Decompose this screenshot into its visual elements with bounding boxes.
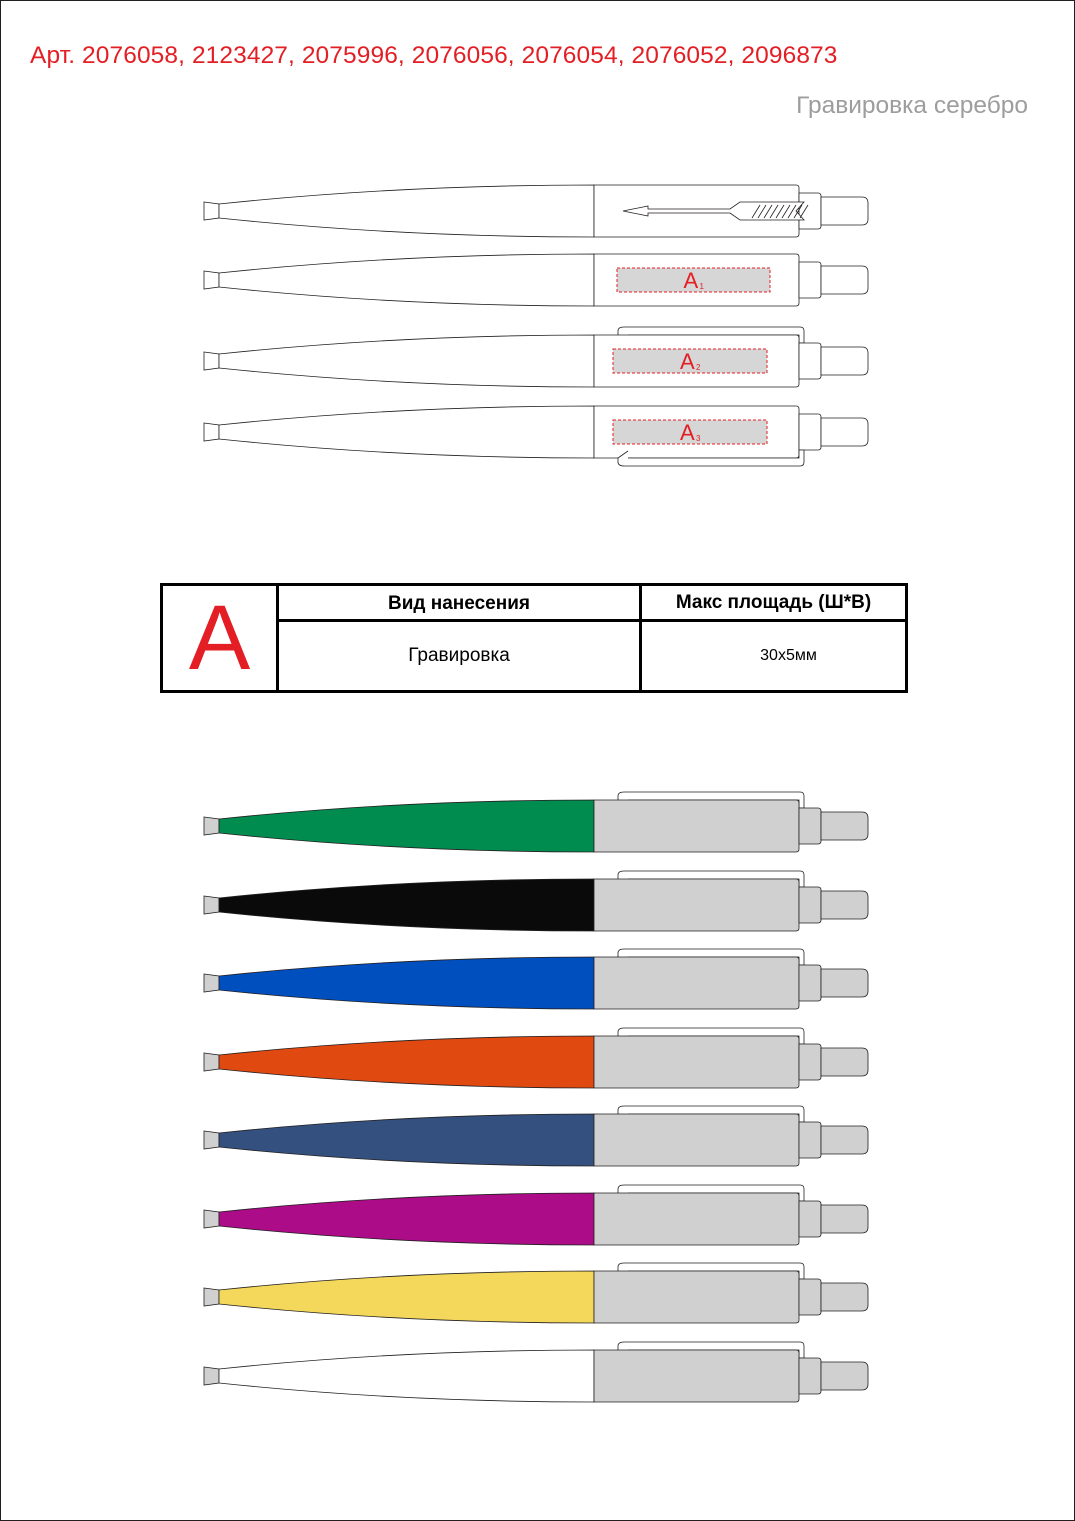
- pen-variant-green: [204, 792, 868, 852]
- pen-ring: [799, 1044, 821, 1080]
- pen-body: [219, 957, 594, 1009]
- pen-button: [821, 266, 868, 294]
- pen-button: [821, 891, 868, 919]
- color-variants: [204, 792, 868, 1402]
- pen-barrel: [594, 1114, 799, 1166]
- pen-body: [219, 879, 594, 931]
- pen-tip: [204, 1210, 219, 1228]
- pen-body: [219, 1271, 594, 1323]
- max-area-header: Макс площадь (Ш*В): [642, 586, 905, 622]
- pen-body: [219, 185, 594, 237]
- pen-barrel: [594, 800, 799, 852]
- pen-tip: [204, 1288, 219, 1306]
- pen-tip: [204, 1367, 219, 1385]
- engraving-area-index: 3: [696, 434, 701, 443]
- pen-ring: [799, 343, 821, 379]
- outline-views: [204, 185, 868, 466]
- pen-barrel: [594, 1350, 799, 1402]
- pen-outline-2: [204, 254, 868, 306]
- method-value: Гравировка: [279, 622, 642, 690]
- pen-button: [821, 1126, 868, 1154]
- pen-outline-1: [204, 185, 868, 237]
- pen-button: [821, 418, 868, 446]
- pen-variant-black: [204, 871, 868, 931]
- pen-body: [219, 254, 594, 306]
- pen-body: [219, 1114, 594, 1166]
- pen-variant-white: [204, 1342, 868, 1402]
- pen-variant-orange: [204, 1028, 868, 1088]
- pen-button: [821, 1283, 868, 1311]
- pen-button: [821, 812, 868, 840]
- pen-barrel: [594, 879, 799, 931]
- pen-button: [821, 1205, 868, 1233]
- pen-tip: [204, 1053, 219, 1071]
- pen-variant-yellow: [204, 1263, 868, 1323]
- pen-ring: [799, 1122, 821, 1158]
- pen-body: [219, 1036, 594, 1088]
- pen-ring: [799, 193, 821, 229]
- pen-barrel: [594, 1036, 799, 1088]
- engraving-area-index: 2: [696, 363, 701, 372]
- engraving-area-index: 1: [699, 282, 704, 291]
- pen-ring: [799, 965, 821, 1001]
- pen-variant-navy: [204, 1106, 868, 1166]
- pen-ring: [799, 262, 821, 298]
- engraving-area-label: A: [683, 268, 699, 293]
- pen-body: [219, 335, 594, 387]
- pen-barrel: [594, 1193, 799, 1245]
- pen-ring: [799, 1201, 821, 1237]
- pen-button: [821, 969, 868, 997]
- pen-ring: [799, 414, 821, 450]
- pen-tip: [204, 352, 219, 370]
- article-numbers: Арт. 2076058, 2123427, 2075996, 2076056, 2076054, 2076052, 2096873: [30, 42, 838, 69]
- pen-barrel: [594, 1271, 799, 1323]
- pen-tip: [204, 817, 219, 835]
- pen-ring: [799, 1279, 821, 1315]
- max-area-value: 30х5мм: [760, 647, 817, 664]
- print-specs-table: [160, 583, 908, 693]
- pen-body: [219, 1193, 594, 1245]
- pen-tip: [204, 1131, 219, 1149]
- engraving-area-label: A: [680, 420, 695, 445]
- pen-variant-magenta: [204, 1185, 868, 1245]
- area-letter: A: [163, 586, 279, 690]
- pen-button: [821, 347, 868, 375]
- pen-tip: [204, 896, 219, 914]
- pen-tip: [204, 271, 219, 289]
- pen-button: [821, 1362, 868, 1390]
- pen-outline-3: [204, 327, 868, 387]
- pen-outline-4: [204, 406, 868, 466]
- pen-body: [219, 800, 594, 852]
- pen-tip: [204, 423, 219, 441]
- pen-body: [219, 406, 594, 458]
- print-method-subtitle: Гравировка серебро: [796, 92, 1028, 119]
- pen-button: [821, 1048, 868, 1076]
- pen-button: [821, 197, 868, 225]
- pen-variant-blue: [204, 949, 868, 1009]
- pen-body: [219, 1350, 594, 1402]
- method-header: Вид нанесения: [279, 586, 642, 622]
- engraving-area-label: A: [680, 349, 695, 374]
- pen-tip: [204, 974, 219, 992]
- pen-ring: [799, 1358, 821, 1394]
- pen-ring: [799, 808, 821, 844]
- pen-tip: [204, 202, 219, 220]
- pen-ring: [799, 887, 821, 923]
- pen-barrel: [594, 957, 799, 1009]
